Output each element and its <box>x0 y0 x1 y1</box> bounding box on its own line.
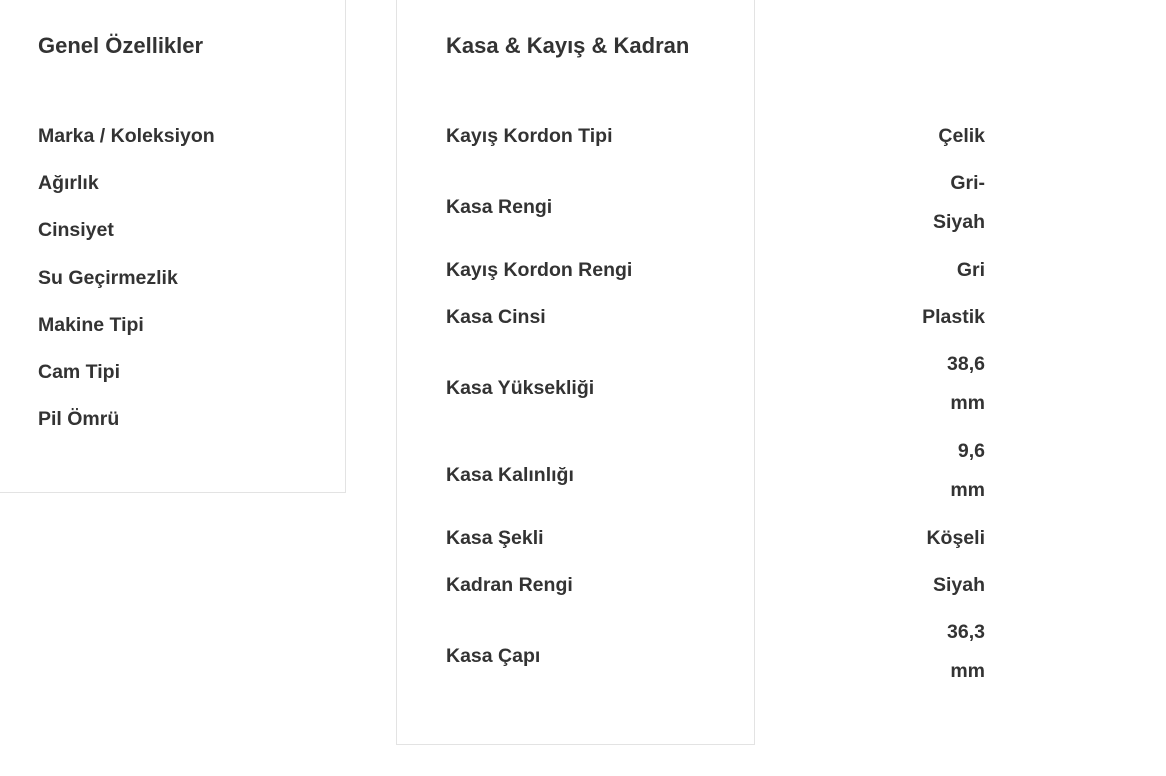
spec-label: Marka / Koleksiyon <box>38 124 215 147</box>
spec-row-case-diameter <box>446 613 985 700</box>
spec-value: Gri <box>956 259 985 281</box>
spec-value: Çelik <box>938 125 985 147</box>
spec-row-gender <box>38 212 215 259</box>
spec-label: Kasa Cinsi <box>446 306 546 328</box>
spec-label: Kadran Rengi <box>446 574 573 596</box>
spec-row-water-resistance <box>38 259 215 306</box>
spec-row-weight <box>38 164 215 211</box>
general-features-title: Genel Özellikler <box>38 33 204 58</box>
spec-label: Kasa Şekli <box>446 527 544 549</box>
spec-value: 36,3 mm <box>947 621 985 682</box>
spec-value: Plastik <box>922 306 985 328</box>
spec-label: Kasa Yüksekliği <box>446 377 595 399</box>
spec-row-case-height <box>446 345 985 432</box>
spec-value: Siyah <box>932 574 985 596</box>
spec-row-dial-color <box>446 566 985 613</box>
spec-value: 9,6 mm <box>950 440 985 501</box>
spec-label: Cam Tipi <box>38 361 120 384</box>
case-strap-dial-panel <box>396 0 986 745</box>
spec-value: Köşeli <box>926 527 985 549</box>
spec-label: Kayış Kordon Rengi <box>446 259 633 281</box>
spec-row-case-thickness <box>446 432 985 519</box>
spec-row-strap-type <box>446 117 985 164</box>
spec-label: Su Geçirmezlik <box>38 266 178 289</box>
case-strap-dial-title: Kasa & Kayış & Kadran <box>446 33 690 58</box>
spec-label: Kasa Kalınlığı <box>446 464 574 486</box>
spec-row-brand-collection <box>38 117 215 164</box>
spec-label: Ağırlık <box>38 171 99 194</box>
spec-label: Makine Tipi <box>38 313 144 336</box>
spec-row-movement-type <box>38 306 215 353</box>
spec-row-case-color <box>446 164 985 251</box>
spec-row-strap-color <box>446 251 985 298</box>
spec-value: Gri-Siyah <box>933 172 986 233</box>
spec-label: Cinsiyet <box>38 219 114 242</box>
spec-label: Pil Ömrü <box>38 408 120 431</box>
spec-value: 38,6 mm <box>947 353 985 414</box>
general-features-list <box>38 117 215 448</box>
case-strap-dial-list <box>446 117 985 700</box>
spec-label: Kasa Rengi <box>446 196 553 218</box>
spec-label: Kayış Kordon Tipi <box>446 125 613 147</box>
spec-row-glass-type <box>38 353 215 400</box>
spec-label: Kasa Çapı <box>446 645 541 667</box>
spec-row-case-material <box>446 298 985 345</box>
spec-row-battery-life <box>38 401 215 448</box>
spec-row-case-shape <box>446 519 985 566</box>
general-features-panel <box>0 0 346 493</box>
